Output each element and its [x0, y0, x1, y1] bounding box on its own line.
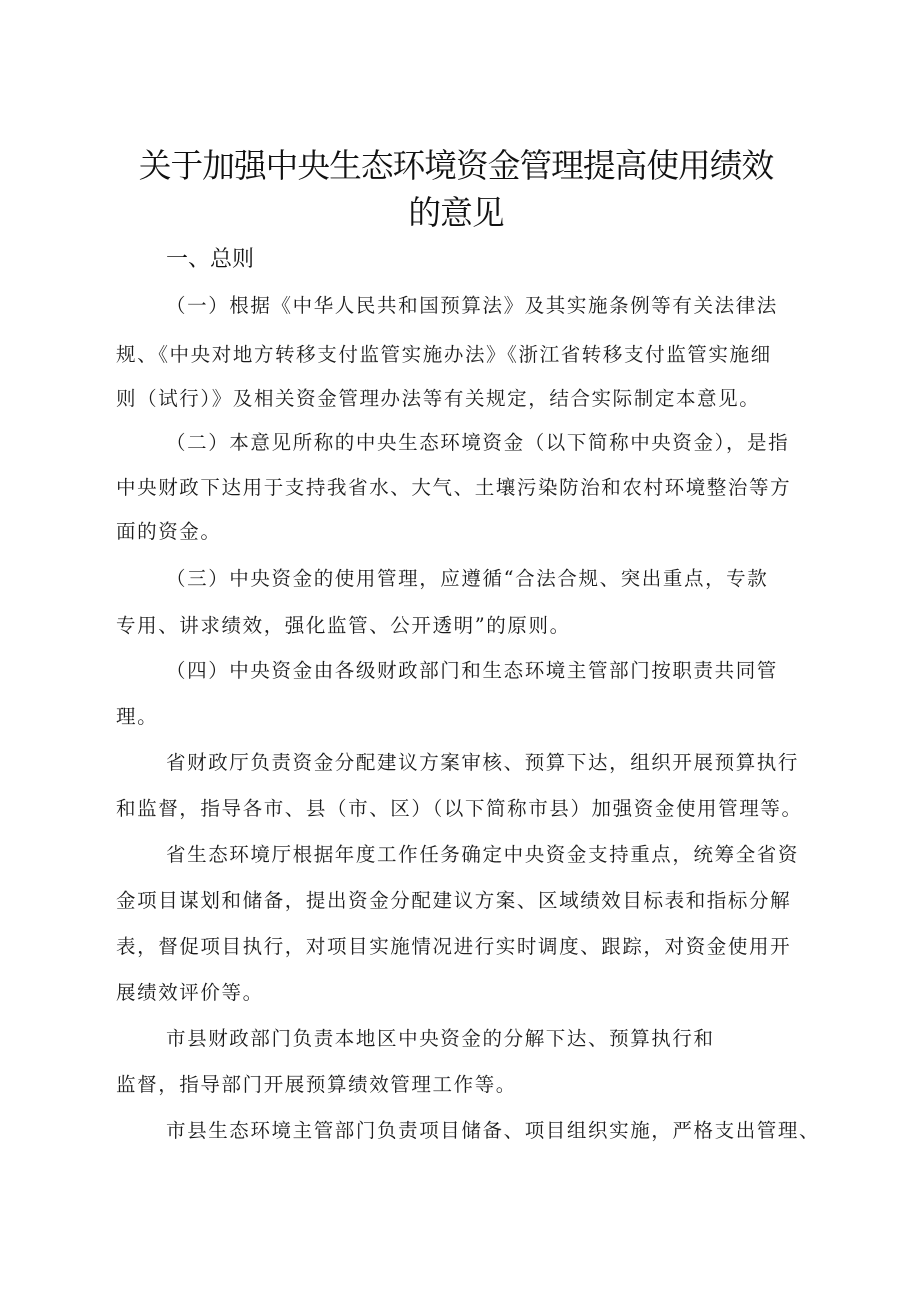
- paragraph-line: 则（试行）》及相关资金管理办法等有关规定，结合实际制定本意见。: [116, 387, 761, 410]
- paragraph-line: 中央财政下达用于支持我省水、大气、土壤污染防治和农村环境整治等方: [116, 476, 792, 499]
- paragraph-line: 规、《中央对地方转移支付监管实施办法》《浙江省转移支付监管实施细: [116, 343, 772, 366]
- section-heading: 一、总则: [166, 247, 255, 272]
- paragraph-line: 省财政厅负责资金分配建议方案审核、预算下达，组织开展预算执行: [166, 751, 800, 774]
- paragraph-line: 展绩效评价等。: [116, 981, 264, 1004]
- paragraph-line: （二）本意见所称的中央生态环境资金（以下简称中央资金），是指: [166, 431, 790, 454]
- paragraph-line: 监督，指导部门开展预算绩效管理工作等。: [116, 1073, 517, 1096]
- paragraph-line: 面的资金。: [116, 520, 222, 543]
- paragraph-line: 省生态环境厅根据年度工作任务确定中央资金支持重点，统筹全省资: [166, 843, 800, 866]
- paragraph-line: 市县生态环境主管部门负责项目储备、项目组织实施，严格支出管理、: [166, 1119, 821, 1142]
- paragraph-line: （三）中央资金的使用管理，应遵循“合法合规、突出重点，专款: [166, 567, 769, 590]
- document-title-line-2: 的意见: [408, 193, 504, 232]
- paragraph-line: 金项目谋划和储备，提出资金分配建议方案、区域绩效目标表和指标分解: [116, 889, 792, 912]
- paragraph-line: 专用、讲求绩效，强化监管、公开透明”的原则。: [116, 614, 571, 637]
- paragraph-line: 和监督，指导各市、县（市、区）（以下简称市县）加强资金使用管理等。: [116, 797, 803, 820]
- paragraph-line: （一）根据《中华人民共和国预算法》及其实施条例等有关法律法: [166, 294, 778, 317]
- paragraph-line: 表，督促项目执行，对项目实施情况进行实时调度、跟踪，对资金使用开: [116, 935, 792, 958]
- paragraph-line: 市县财政部门负责本地区中央资金的分解下达、预算执行和: [166, 1027, 715, 1050]
- document-title-line-1: 关于加强中央生态环境资金管理提高使用绩效: [138, 146, 774, 185]
- paragraph-line: （四）中央资金由各级财政部门和生态环境主管部门按职责共同管: [166, 659, 778, 682]
- paragraph-line: 理。: [116, 705, 159, 728]
